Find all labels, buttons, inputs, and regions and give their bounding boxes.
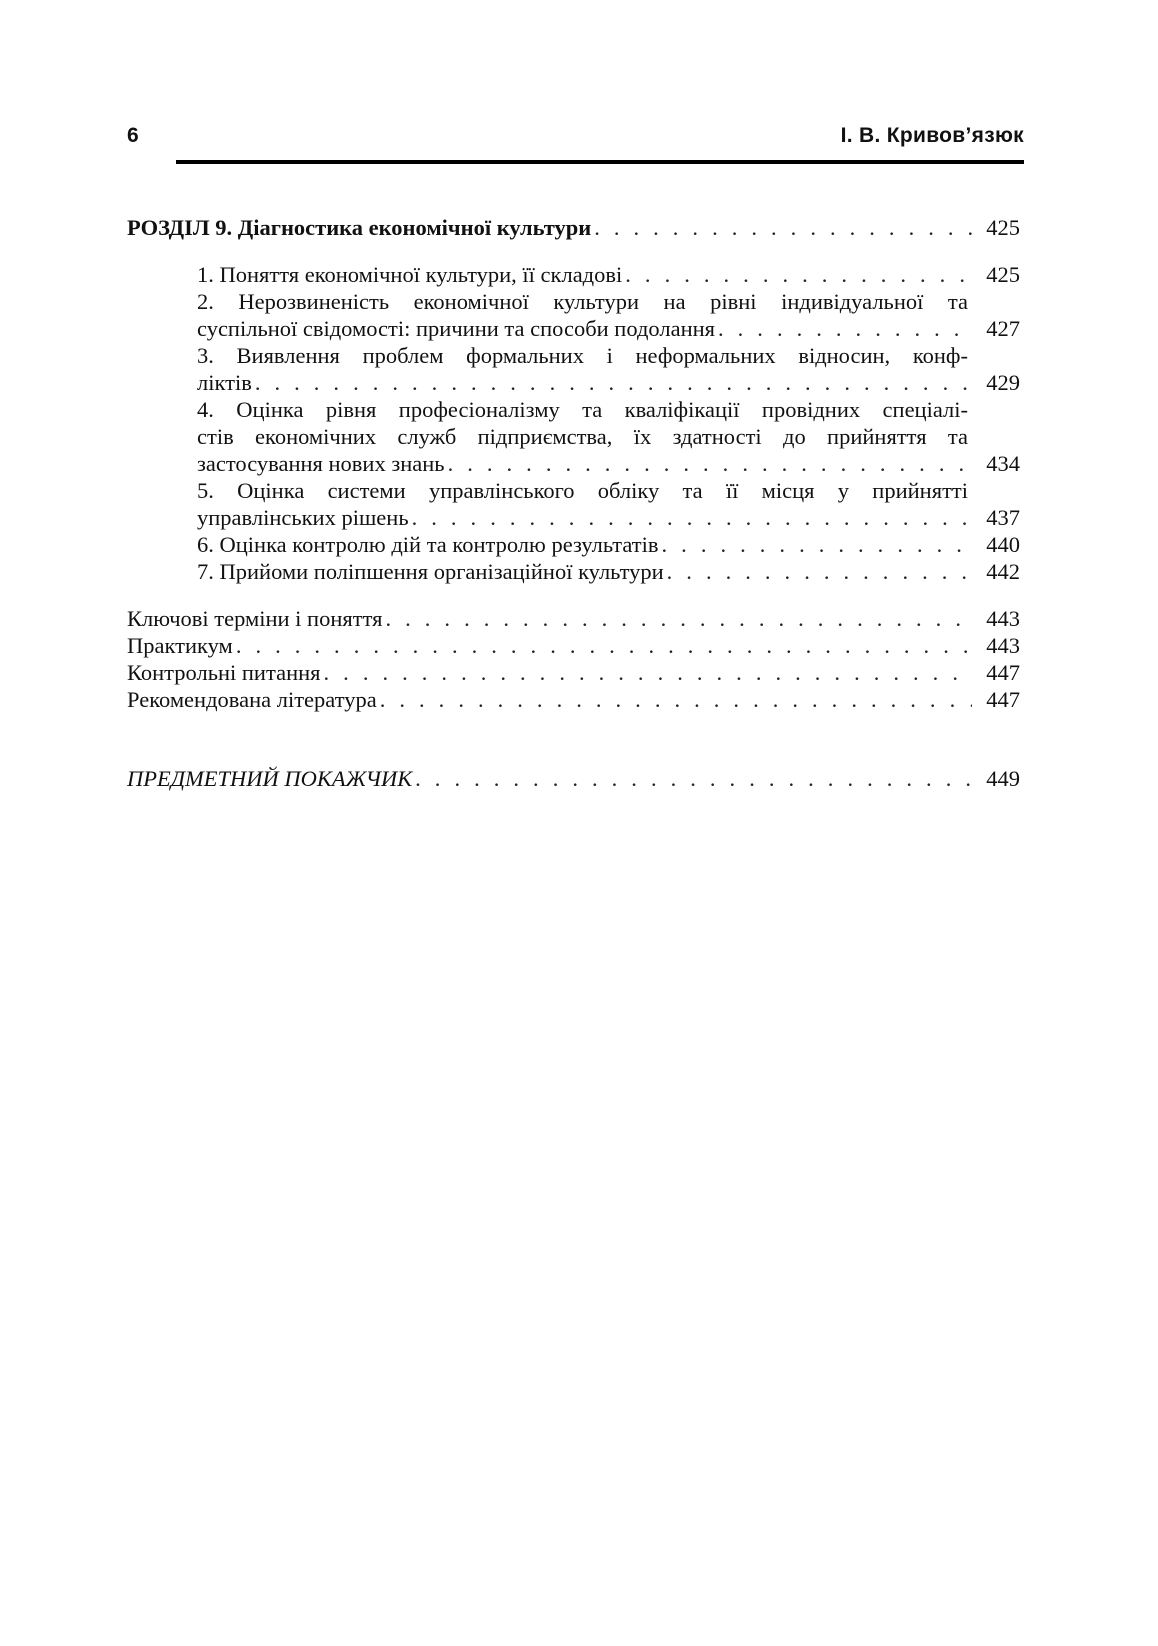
dot-leader — [718, 315, 972, 342]
toc-entry-title: Практикум — [127, 633, 233, 658]
dot-leader — [667, 558, 972, 585]
toc-entry-title-line: 3. Виявлення проблем формальних і неформальних відносин, конф- — [197, 343, 968, 368]
toc-section-6[interactable] — [197, 531, 1020, 558]
toc-page-number: 425 — [986, 262, 1020, 287]
toc-entry-title: 1. Поняття економічної культури, її складові — [197, 262, 623, 287]
dot-leader — [380, 686, 972, 713]
toc-entry-title-line: управлінських рішень — [197, 505, 409, 530]
toc-page-number: 447 — [986, 687, 1020, 712]
toc-entry-title-line: ліктів — [197, 370, 252, 395]
toc-page-number: 429 — [986, 370, 1020, 395]
toc-entry-title: Контрольні питання — [127, 660, 321, 685]
toc-page-number: 434 — [986, 451, 1020, 476]
toc-section-1[interactable] — [197, 261, 1020, 288]
toc-page-number: 449 — [986, 766, 1020, 791]
toc-section-7[interactable] — [197, 558, 1020, 585]
dot-leader — [412, 504, 972, 531]
toc-entry-title: ПРЕДМЕТНИЙ ПОКАЖЧИК — [127, 766, 413, 791]
toc-section-5[interactable] — [197, 477, 1020, 531]
table-of-contents — [127, 214, 1020, 792]
toc-page-number: 425 — [986, 215, 1020, 240]
toc-page-number: 443 — [986, 606, 1020, 631]
page-number: 6 — [127, 124, 139, 147]
toc-entry-title: 6. Оцінка контролю дій та контролю результатів — [197, 532, 659, 557]
toc-entry-title-line: 4. Оцінка рівня професіоналізму та кваліфікації провідних спеціалі- — [197, 397, 968, 422]
toc-page-number: 427 — [986, 316, 1020, 341]
dot-leader — [255, 369, 972, 396]
toc-page-number: 440 — [986, 532, 1020, 557]
dot-leader — [625, 261, 972, 288]
dot-leader — [415, 765, 972, 792]
toc-entry-title-line: стів економічних служб підприємства, їх здатності до прийняття та — [197, 424, 968, 449]
toc-recommended-literature[interactable] — [127, 686, 1020, 713]
toc-practicum[interactable] — [127, 632, 1020, 659]
toc-entry-title: РОЗДІЛ 9. Діагностика економічної культури — [127, 215, 592, 240]
toc-entry-title: Ключові терміни і поняття — [127, 606, 383, 631]
dot-leader — [236, 632, 972, 659]
dot-leader — [448, 450, 972, 477]
toc-entry-title-line: застосування нових знань — [197, 451, 445, 476]
toc-entry-title-line: суспільної свідомості: причини та способи подолання — [197, 316, 715, 341]
toc-entry-title-line: 5. Оцінка системи управлінського обліку та її місця у прийнятті — [197, 478, 968, 503]
toc-key-terms[interactable] — [127, 605, 1020, 632]
dot-leader — [662, 531, 972, 558]
running-title-author: І. В. Кривов’язюк — [840, 124, 1024, 147]
toc-control-questions[interactable] — [127, 659, 1020, 686]
toc-section-2[interactable] — [197, 288, 1020, 342]
toc-entry-title: Рекомендована література — [127, 687, 377, 712]
toc-page-number: 437 — [986, 505, 1020, 530]
toc-section-3[interactable] — [197, 342, 1020, 396]
page-header — [127, 123, 1024, 163]
toc-entry-title: 7. Прийоми поліпшення організаційної культури — [197, 559, 664, 584]
dot-leader — [324, 659, 972, 686]
toc-page-number: 447 — [986, 660, 1020, 685]
dot-leader — [385, 605, 972, 632]
toc-section-4[interactable] — [197, 396, 1020, 477]
toc-page-number: 443 — [986, 633, 1020, 658]
toc-entry-title-line: 2. Нерозвиненість економічної культури на рівні індивідуальної та — [197, 289, 968, 314]
toc-chapter-9[interactable] — [127, 214, 1020, 241]
toc-page-number: 442 — [986, 559, 1020, 584]
dot-leader — [594, 214, 972, 241]
toc-subject-index[interactable] — [127, 765, 1020, 792]
header-rule — [176, 160, 1024, 164]
